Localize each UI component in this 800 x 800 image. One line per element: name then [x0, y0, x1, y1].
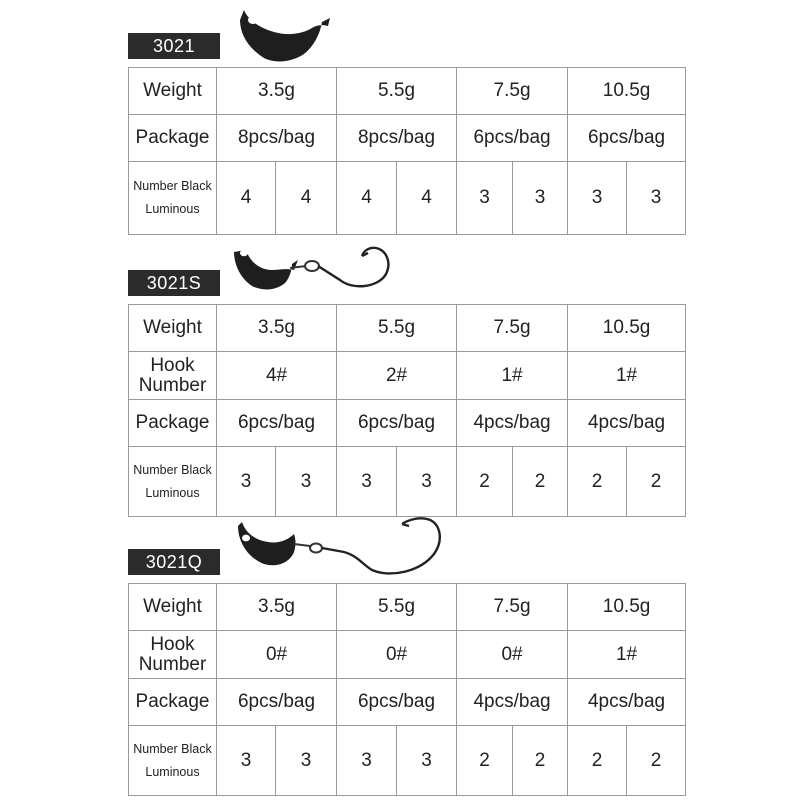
number-cell: 3 [513, 162, 568, 235]
number-cell: 3 [217, 726, 276, 796]
package-cell: 6pcs/bag [568, 115, 686, 162]
number-cell: 3 [627, 162, 686, 235]
row-label-weight: Weight [129, 584, 217, 631]
number-cell: 2 [568, 447, 627, 517]
weight-row [129, 68, 686, 115]
number-row [129, 447, 686, 517]
hook-row [129, 352, 686, 400]
package-cell: 4pcs/bag [568, 679, 686, 726]
row-label-hook [129, 631, 217, 679]
hook-cell: 4# [217, 352, 337, 400]
package-cell: 8pcs/bag [217, 115, 337, 162]
hook-cell: 1# [568, 352, 686, 400]
number-cell: 3 [217, 447, 276, 517]
package-cell: 6pcs/bag [337, 400, 457, 447]
package-cell: 6pcs/bag [457, 115, 568, 162]
package-cell: 4pcs/bag [457, 679, 568, 726]
number-cell: 2 [513, 726, 568, 796]
row-label-number [129, 162, 217, 235]
weight-row [129, 305, 686, 352]
weight-cell: 10.5g [568, 68, 686, 115]
number-cell: 3 [457, 162, 513, 235]
package-cell: 8pcs/bag [337, 115, 457, 162]
number-cell: 2 [627, 447, 686, 517]
package-cell: 6pcs/bag [337, 679, 457, 726]
package-row [129, 400, 686, 447]
product-code-badge: 3021Q [128, 549, 220, 575]
jig-head-lure-image [232, 4, 336, 66]
row-label-hook [129, 352, 217, 400]
weight-row [129, 584, 686, 631]
hook-cell: 0# [337, 631, 457, 679]
row-label-package: Package [129, 400, 217, 447]
number-cell: 2 [457, 447, 513, 517]
number-label-line2: Luminous [145, 764, 200, 779]
number-cell: 4 [397, 162, 457, 235]
weight-cell: 3.5g [217, 584, 337, 631]
jig-head-with-hook-image [228, 240, 394, 300]
row-label-package: Package [129, 679, 217, 726]
hook-label-line1: Hook [150, 633, 195, 655]
row-label-weight: Weight [129, 305, 217, 352]
number-label-line1: Number Black [133, 741, 212, 756]
number-cell: 2 [457, 726, 513, 796]
weight-cell: 10.5g [568, 584, 686, 631]
row-label-number [129, 447, 217, 517]
weight-cell: 3.5g [217, 305, 337, 352]
number-cell: 3 [397, 726, 457, 796]
row-label-weight: Weight [129, 68, 217, 115]
number-cell: 2 [627, 726, 686, 796]
number-cell: 3 [337, 726, 397, 796]
weight-cell: 7.5g [457, 584, 568, 631]
number-cell: 2 [568, 726, 627, 796]
number-cell: 3 [397, 447, 457, 517]
row-label-number [129, 726, 217, 796]
weight-cell: 7.5g [457, 68, 568, 115]
hook-cell: 2# [337, 352, 457, 400]
number-cell: 3 [337, 447, 397, 517]
weight-cell: 7.5g [457, 305, 568, 352]
number-cell: 4 [276, 162, 337, 235]
hook-label-line1: Hook [150, 354, 195, 376]
number-cell: 3 [568, 162, 627, 235]
number-label-line2: Luminous [145, 202, 200, 216]
weight-cell: 5.5g [337, 68, 457, 115]
weight-cell: 5.5g [337, 584, 457, 631]
spec-table-3021S [128, 304, 686, 517]
package-cell: 4pcs/bag [568, 400, 686, 447]
number-cell: 4 [217, 162, 276, 235]
number-cell: 4 [337, 162, 397, 235]
package-cell: 6pcs/bag [217, 679, 337, 726]
jig-head-offset-hook-image [234, 512, 444, 580]
number-cell: 3 [276, 726, 337, 796]
number-label-line1: Number Black [133, 462, 212, 477]
hook-label-line2: Number [138, 653, 207, 675]
hook-cell: 1# [457, 352, 568, 400]
hook-label-line2: Number [138, 374, 207, 396]
number-row [129, 726, 686, 796]
spec-table-3021 [128, 67, 686, 235]
package-cell: 6pcs/bag [217, 400, 337, 447]
weight-cell: 10.5g [568, 305, 686, 352]
spec-table-3021Q [128, 583, 686, 796]
product-code-badge: 3021S [128, 270, 220, 296]
hook-cell: 1# [568, 631, 686, 679]
product-code-badge: 3021 [128, 33, 220, 59]
number-label-line2: Luminous [145, 485, 200, 500]
package-cell: 4pcs/bag [457, 400, 568, 447]
weight-cell: 5.5g [337, 305, 457, 352]
number-label-line1: Number Black [133, 179, 212, 193]
number-row [129, 162, 686, 235]
hook-cell: 0# [217, 631, 337, 679]
number-cell: 3 [276, 447, 337, 517]
package-row [129, 115, 686, 162]
package-row [129, 679, 686, 726]
row-label-package: Package [129, 115, 217, 162]
number-cell: 2 [513, 447, 568, 517]
weight-cell: 3.5g [217, 68, 337, 115]
hook-row [129, 631, 686, 679]
hook-cell: 0# [457, 631, 568, 679]
